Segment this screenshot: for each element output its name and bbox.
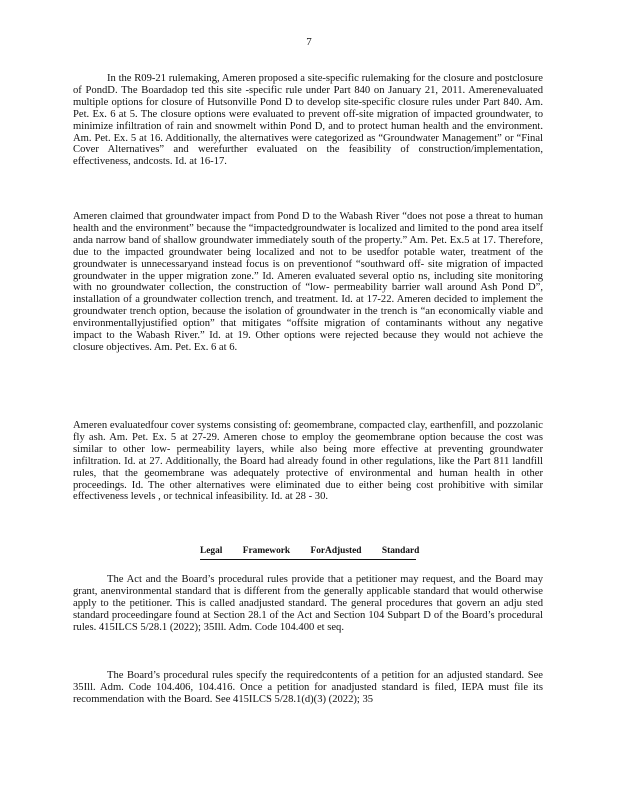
paragraph-text: Ameren evaluatedfour cover systems consisting of: geomembrane, compacted clay, earthenfill, and pozzolanic fly ash. Am. Pet. Ex. 5 at 27-29. Ameren chose to employ the geomembrane option because the cost was similar to other low- permeability layers, while also being more effective at preventing groundwater infiltration. Id. at 27. Additionally, the Board had already found in other regulations, like the Part 811 landfill rules, that the geomembrane was adequately protective of environmental and human health in other proceedings. Id. The other alternatives were eliminated due to either being cost prohibitive with similar effectiveness levels , or technical infeasibility. Id. at 28 - 30. <box>73 420 543 503</box>
paragraph-petition-contents <box>73 670 543 706</box>
heading-word: Legal <box>200 546 223 556</box>
paragraph-text: Ameren claimed that groundwater impact from Pond D to the Wabash River “does not pose a threat to human health and the environment” because the “impactedgroundwater is localized and limited to the pond area itself anda narrow band of shallow groundwater immediately south of the property.” Am. Pet. Ex.5 at 17. Therefore, due to the impacted groundwater being localized and not to be usedfor potable water, treatment of the groundwater is unnecessaryand instead focus is on preventionof “southward off- site migration of impacted groundwater in the upper migration zone.” Id. Ameren evaluated several optio ns, including site monitoring with no groundwater collection, the construction of “low- permeability barrier wall around Ash Pond D”, installation of a groundwater collection trench, and treatment. Id. at 17-22. Ameren decided to implement the groundwater trench option, because the isolation of groundwater in the trench is “an economically viable and environmentallyjustified option” that mitigates “offsite migration of contaminants without any negative impact to the Wabash River.” Id. at 19. Other options were rejected because they would not achieve the closure objectives. Am. Pet. Ex. 6 at 6. <box>73 211 543 353</box>
paragraph-text: In the R09-21 rulemaking, Ameren proposed a site-specific rulemaking for the closure and postclosure of PondD. The Boardadop ted this site -specific rule under Part 840 on January 21, 2011. Amerenevaluated multiple options for closure of Hutsonville Pond D to develop site-specific closure rules under Part 840. Am. Pet. Ex. 6 at 5. The closure options were evaluated to prevent off-site migration of impacted groundwater, to minimize infiltration of rain and snowmelt within Pond D, and to protect human health and the environment. Am. Pet. Ex. 5 at 16. Additionally, the alternatives were categorized as “Groundwater Management” or “Final Cover Alternatives” and werefurther evaluated on the feasibility of construction/implementation, effectiveness, andcosts. Id. at 16-17. <box>73 73 543 168</box>
paragraph-act-and-rules <box>73 574 543 634</box>
page-number: 7 <box>306 36 312 48</box>
paragraph-text: The Act and the Board’s procedural rules provide that a petitioner may request, and the Board may grant, anenvironmental standard that is different from the generally applicable standard that would otherwise apply to the petitioner. This is called anadjusted standard. The general procedures that govern an adju sted standard proceedingare found at Section 28.1 of the Act and Section 104 Subpart D of the Board’s procedural rules. 415ILCS 5/28.1 (2022); 35Ill. Adm. Code 104.400 et seq. <box>73 574 543 633</box>
heading-word: Standard <box>381 546 420 556</box>
paragraph-groundwater-impact <box>73 211 543 354</box>
heading-word: Framework <box>242 546 291 556</box>
paragraph-cover-systems <box>73 420 543 503</box>
paragraph-text: The Board’s procedural rules specify the requiredcontents of a petition for an adjusted standard. See 35Ill. Adm. Code 104.406, 104.416. Once a petition for anadjusted standard is filed, IEPA must file its recommendation with the Board. See 415ILCS 5/28.1(d)(3) (2022); 35 <box>73 670 543 705</box>
paragraph-r09-21-rulemaking <box>73 73 543 168</box>
section-heading-legal-framework <box>200 546 420 560</box>
heading-word: ForAdjusted <box>310 546 362 556</box>
